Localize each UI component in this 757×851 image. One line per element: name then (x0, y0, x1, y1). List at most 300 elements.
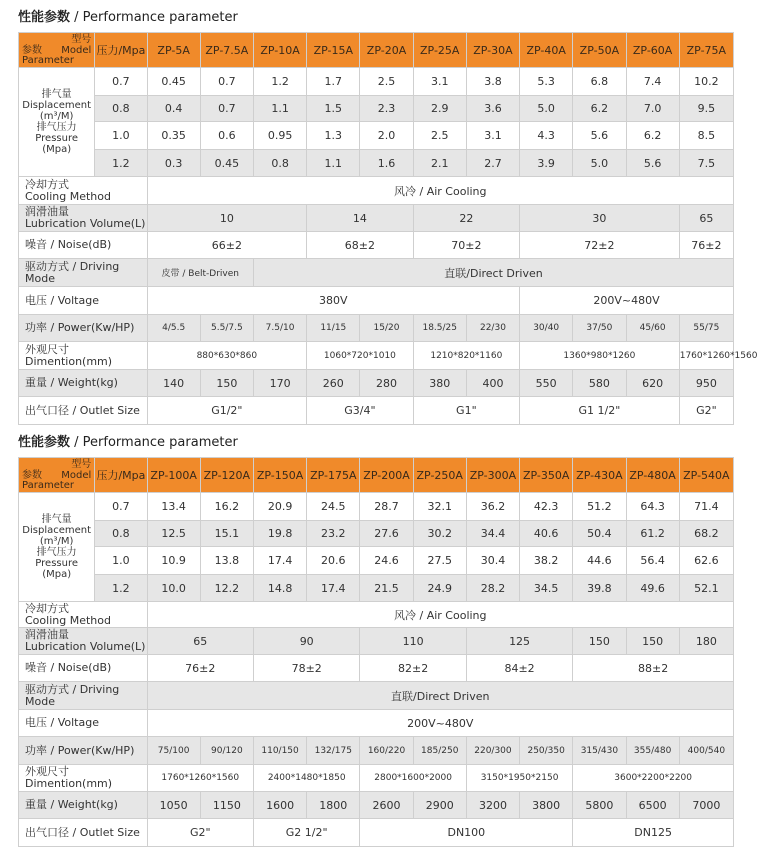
displacement-value: 71.4 (679, 493, 733, 521)
displacement-value: 36.2 (466, 493, 519, 521)
power-value: 15/20 (360, 315, 413, 342)
voltage-value: 200V~480V (520, 287, 734, 315)
lubrication-value: 180 (679, 628, 733, 655)
noise-value: 66±2 (147, 232, 307, 259)
displacement-value: 1.1 (253, 96, 306, 122)
label-line: Displacement (22, 525, 92, 536)
displacement-value: 0.7 (200, 68, 253, 96)
displacement-value: 40.6 (520, 521, 573, 547)
power-value: 400/540 (679, 737, 733, 765)
displacement-value: 5.6 (626, 150, 679, 177)
displacement-value: 51.2 (573, 493, 626, 521)
weight-value: 3800 (520, 792, 573, 819)
pressure-value: 0.8 (95, 96, 147, 122)
model-header: ZP-5A (147, 33, 200, 68)
displacement-row (19, 547, 734, 575)
outlet-value: G1 1/2" (520, 397, 680, 425)
weight-value: 170 (253, 370, 306, 397)
param-zh: 参数 (22, 45, 42, 56)
weight-label: 重量 / Weight(kg) (19, 370, 148, 397)
model-zh: 型号 (71, 459, 92, 470)
weight-label: 重量 / Weight(kg) (19, 792, 148, 819)
noise-label: 噪音 / Noise(dB) (19, 232, 148, 259)
title-zh: 性能参数 (18, 435, 71, 450)
weight-value: 1600 (253, 792, 306, 819)
param-en: Parameter (22, 480, 75, 491)
dimension-value: 1360*980*1260 (520, 342, 680, 370)
displacement-row (19, 122, 734, 150)
displacement-value: 7.5 (679, 150, 733, 177)
lubrication-label (19, 205, 148, 232)
model-header: ZP-40A (520, 33, 573, 68)
weight-value: 150 (200, 370, 253, 397)
drive-label: 驱动方式 / Driving Mode (19, 682, 148, 710)
drive-value: 皮带 / Belt-Driven (147, 259, 253, 287)
drive-value: 直联/Direct Driven (147, 682, 733, 710)
displacement-value: 20.9 (253, 493, 306, 521)
pressure-value: 0.7 (95, 493, 147, 521)
displacement-value: 34.4 (466, 521, 519, 547)
dimension-value: 1760*1260*1560 (147, 765, 253, 792)
label-line: Pressure (35, 558, 78, 569)
displacement-value: 2.5 (360, 68, 413, 96)
header-row (19, 458, 734, 493)
dimension-row (19, 765, 734, 792)
model-header: ZP-200A (360, 458, 413, 493)
weight-value: 3200 (466, 792, 519, 819)
noise-value: 88±2 (573, 655, 734, 682)
power-row (19, 737, 734, 765)
displacement-value: 50.4 (573, 521, 626, 547)
weight-row (19, 370, 734, 397)
power-value: 18.5/25 (413, 315, 466, 342)
model-header: ZP-480A (626, 458, 679, 493)
label-line: 冷却方式 (25, 177, 69, 191)
displacement-value: 10.2 (679, 68, 733, 96)
displacement-value: 52.1 (679, 575, 733, 602)
outlet-value: G2" (147, 819, 253, 847)
label-line: 外观尺寸 (25, 765, 69, 778)
weight-value: 260 (307, 370, 360, 397)
power-value: 355/480 (626, 737, 679, 765)
power-value: 22/30 (466, 315, 519, 342)
displacement-row (19, 150, 734, 177)
model-header: ZP-300A (466, 458, 519, 493)
displacement-value: 2.9 (413, 96, 466, 122)
noise-row (19, 655, 734, 682)
weight-value: 950 (679, 370, 733, 397)
voltage-label: 电压 / Voltage (19, 710, 148, 737)
displacement-value: 4.3 (520, 122, 573, 150)
power-value: 45/60 (626, 315, 679, 342)
label-line: (Mpa) (42, 144, 72, 155)
power-value: 250/350 (520, 737, 573, 765)
lubrication-value: 10 (147, 205, 307, 232)
displacement-value: 7.4 (626, 68, 679, 96)
displacement-value: 12.5 (147, 521, 200, 547)
outlet-value: G2 1/2" (253, 819, 359, 847)
power-value: 220/300 (466, 737, 519, 765)
cooling-value: 风冷 / Air Cooling (147, 602, 733, 628)
power-value: 30/40 (520, 315, 573, 342)
displacement-value: 3.6 (466, 96, 519, 122)
displacement-value: 49.6 (626, 575, 679, 602)
displacement-value: 42.3 (520, 493, 573, 521)
displacement-value: 5.6 (573, 122, 626, 150)
title-en: / Performance parameter (70, 10, 238, 25)
model-header: ZP-350A (520, 458, 573, 493)
displacement-value: 0.3 (147, 150, 200, 177)
displacement-value: 27.5 (413, 547, 466, 575)
section-title (0, 4, 745, 32)
performance-table-2 (18, 457, 734, 847)
displacement-value: 1.2 (253, 68, 306, 96)
weight-value: 7000 (679, 792, 733, 819)
displacement-value: 9.5 (679, 96, 733, 122)
displacement-value: 0.45 (200, 150, 253, 177)
displacement-value: 24.5 (307, 493, 360, 521)
power-value: 5.5/7.5 (200, 315, 253, 342)
pressure-value: 1.2 (95, 575, 147, 602)
power-label: 功率 / Power(Kw/HP) (19, 737, 148, 765)
noise-value: 72±2 (520, 232, 680, 259)
displacement-value: 62.6 (679, 547, 733, 575)
header-row (19, 33, 734, 68)
displacement-value: 0.6 (200, 122, 253, 150)
displacement-value: 44.6 (573, 547, 626, 575)
outlet-label: 出气口径 / Outlet Size (19, 397, 148, 425)
weight-value: 2600 (360, 792, 413, 819)
model-header: ZP-50A (573, 33, 626, 68)
label-line: 冷却方式 (25, 601, 69, 615)
label-line: 润滑油量 (25, 205, 69, 218)
displacement-value: 0.35 (147, 122, 200, 150)
dimension-label (19, 765, 148, 792)
displacement-value: 1.5 (307, 96, 360, 122)
model-header: ZP-30A (466, 33, 519, 68)
label-line: Cooling Method (25, 189, 111, 203)
displacement-label (19, 493, 95, 602)
model-zh: 型号 (71, 34, 92, 45)
cooling-label (19, 602, 148, 628)
displacement-value: 39.8 (573, 575, 626, 602)
model-en: Model (61, 470, 92, 481)
power-value: 160/220 (360, 737, 413, 765)
weight-value: 280 (360, 370, 413, 397)
displacement-value: 38.2 (520, 547, 573, 575)
label-line: 润滑油量 (25, 628, 69, 641)
displacement-value: 3.1 (466, 122, 519, 150)
displacement-value: 17.4 (307, 575, 360, 602)
model-en: Model (61, 45, 92, 56)
performance-table-1 (18, 32, 757, 425)
power-value: 132/175 (307, 737, 360, 765)
displacement-value: 10.9 (147, 547, 200, 575)
outlet-value: G1/2" (147, 397, 307, 425)
weight-value: 5800 (573, 792, 626, 819)
lubrication-value: 65 (147, 628, 253, 655)
displacement-value: 13.4 (147, 493, 200, 521)
noise-value: 82±2 (360, 655, 466, 682)
weight-value: 1150 (200, 792, 253, 819)
pressure-value: 1.2 (95, 150, 147, 177)
power-value: 185/250 (413, 737, 466, 765)
displacement-value: 13.8 (200, 547, 253, 575)
model-header: ZP-540A (679, 458, 733, 493)
displacement-value: 3.9 (520, 150, 573, 177)
displacement-value: 8.5 (679, 122, 733, 150)
displacement-value: 3.8 (466, 68, 519, 96)
noise-value: 76±2 (679, 232, 733, 259)
weight-row (19, 792, 734, 819)
lubrication-row (19, 205, 734, 232)
label-line: Lubrication Volume(L) (25, 640, 146, 653)
displacement-value: 56.4 (626, 547, 679, 575)
displacement-value: 0.45 (147, 68, 200, 96)
outlet-row (19, 397, 734, 425)
performance-section-1 (0, 0, 757, 425)
displacement-row (19, 493, 734, 521)
displacement-value: 6.8 (573, 68, 626, 96)
cooling-row (19, 177, 734, 205)
displacement-value: 3.1 (413, 68, 466, 96)
displacement-row (19, 68, 734, 96)
dimension-value: 2400*1480*1850 (253, 765, 359, 792)
weight-value: 2900 (413, 792, 466, 819)
drive-label: 驱动方式 / Driving Mode (19, 259, 148, 287)
noise-value: 68±2 (307, 232, 413, 259)
displacement-value: 1.1 (307, 150, 360, 177)
voltage-value: 380V (147, 287, 520, 315)
dimension-value: 1060*720*1010 (307, 342, 413, 370)
label-line: Dimention(mm) (25, 777, 113, 790)
weight-value: 380 (413, 370, 466, 397)
dimension-value: 1210*820*1160 (413, 342, 519, 370)
displacement-value: 1.7 (307, 68, 360, 96)
cooling-label (19, 177, 148, 205)
label-line: Dimention(mm) (25, 354, 113, 368)
label-line: Cooling Method (25, 613, 111, 627)
outlet-value: G2" (679, 397, 733, 425)
section-title (0, 429, 745, 457)
displacement-value: 10.0 (147, 575, 200, 602)
model-header: ZP-60A (626, 33, 679, 68)
displacement-value: 12.2 (200, 575, 253, 602)
displacement-value: 27.6 (360, 521, 413, 547)
pressure-column-header: 压力/Mpa (95, 458, 147, 493)
outlet-label: 出气口径 / Outlet Size (19, 819, 148, 847)
displacement-value: 14.8 (253, 575, 306, 602)
model-header: ZP-150A (253, 458, 306, 493)
displacement-value: 17.4 (253, 547, 306, 575)
power-value: 90/120 (200, 737, 253, 765)
power-value: 4/5.5 (147, 315, 200, 342)
power-value: 75/100 (147, 737, 200, 765)
displacement-value: 23.2 (307, 521, 360, 547)
noise-value: 84±2 (466, 655, 572, 682)
model-header: ZP-250A (413, 458, 466, 493)
displacement-value: 20.6 (307, 547, 360, 575)
pressure-value: 0.8 (95, 521, 147, 547)
param-zh: 参数 (22, 470, 42, 481)
outlet-value: DN100 (360, 819, 573, 847)
displacement-value: 0.95 (253, 122, 306, 150)
displacement-value: 24.6 (360, 547, 413, 575)
displacement-value: 1.6 (360, 150, 413, 177)
model-header: ZP-20A (360, 33, 413, 68)
noise-row (19, 232, 734, 259)
displacement-value: 2.1 (413, 150, 466, 177)
weight-value: 140 (147, 370, 200, 397)
displacement-value: 61.2 (626, 521, 679, 547)
noise-value: 76±2 (147, 655, 253, 682)
lubrication-value: 30 (520, 205, 680, 232)
displacement-row (19, 96, 734, 122)
dimension-value: 880*630*860 (147, 342, 307, 370)
displacement-value: 0.7 (200, 96, 253, 122)
outlet-value: G1" (413, 397, 519, 425)
displacement-value: 6.2 (626, 122, 679, 150)
weight-value: 400 (466, 370, 519, 397)
displacement-value: 64.3 (626, 493, 679, 521)
noise-value: 70±2 (413, 232, 519, 259)
param-en: Parameter (22, 55, 75, 66)
lubrication-value: 125 (466, 628, 572, 655)
displacement-value: 68.2 (679, 521, 733, 547)
pressure-value: 0.7 (95, 68, 147, 96)
power-value: 11/15 (307, 315, 360, 342)
displacement-value: 2.5 (413, 122, 466, 150)
title-zh: 性能参数 (18, 10, 71, 25)
displacement-value: 5.0 (520, 96, 573, 122)
model-header: ZP-430A (573, 458, 626, 493)
model-header: ZP-25A (413, 33, 466, 68)
label-line: Lubrication Volume(L) (25, 217, 146, 230)
voltage-value: 200V~480V (147, 710, 733, 737)
displacement-value: 21.5 (360, 575, 413, 602)
displacement-value: 2.7 (466, 150, 519, 177)
displacement-value: 6.2 (573, 96, 626, 122)
label-line: 外观尺寸 (25, 342, 69, 356)
drive-value: 直联/Direct Driven (253, 259, 733, 287)
displacement-value: 30.4 (466, 547, 519, 575)
displacement-value: 28.2 (466, 575, 519, 602)
outlet-row (19, 819, 734, 847)
model-header: ZP-75A (679, 33, 733, 68)
weight-value: 6500 (626, 792, 679, 819)
power-value: 7.5/10 (253, 315, 306, 342)
outlet-value: DN125 (573, 819, 734, 847)
displacement-value: 32.1 (413, 493, 466, 521)
noise-value: 78±2 (253, 655, 359, 682)
dimension-value: 3150*1950*2150 (466, 765, 572, 792)
label-line: (Mpa) (42, 569, 72, 580)
performance-section-2 (0, 425, 745, 847)
displacement-value: 30.2 (413, 521, 466, 547)
cooling-value: 风冷 / Air Cooling (147, 177, 733, 205)
dimension-value: 2800*1600*2000 (360, 765, 466, 792)
displacement-row (19, 575, 734, 602)
power-value: 110/150 (253, 737, 306, 765)
displacement-value: 28.7 (360, 493, 413, 521)
weight-value: 550 (520, 370, 573, 397)
dimension-value: 3600*2200*2200 (573, 765, 734, 792)
lubrication-value: 22 (413, 205, 519, 232)
displacement-row (19, 521, 734, 547)
weight-value: 620 (626, 370, 679, 397)
displacement-value: 0.4 (147, 96, 200, 122)
pressure-column-header: 压力/Mpa (95, 33, 147, 68)
dimension-row (19, 342, 734, 370)
lubrication-value: 90 (253, 628, 359, 655)
displacement-value: 0.8 (253, 150, 306, 177)
displacement-value: 34.5 (520, 575, 573, 602)
power-value: 315/430 (573, 737, 626, 765)
power-value: 37/50 (573, 315, 626, 342)
model-header: ZP-15A (307, 33, 360, 68)
displacement-value: 19.8 (253, 521, 306, 547)
lubrication-value: 65 (679, 205, 733, 232)
lubrication-value: 110 (360, 628, 466, 655)
displacement-value: 15.1 (200, 521, 253, 547)
noise-label: 噪音 / Noise(dB) (19, 655, 148, 682)
label-line: Displacement (22, 100, 92, 111)
lubrication-row (19, 628, 734, 655)
outlet-value: G3/4" (307, 397, 413, 425)
power-row (19, 315, 734, 342)
pressure-value: 1.0 (95, 122, 147, 150)
voltage-row (19, 710, 734, 737)
pressure-value: 1.0 (95, 547, 147, 575)
label-line: (m³/M) (39, 536, 74, 547)
model-header: ZP-7.5A (200, 33, 253, 68)
displacement-value: 2.0 (360, 122, 413, 150)
model-header: ZP-120A (200, 458, 253, 493)
lubrication-value: 14 (307, 205, 413, 232)
label-line: 排气压力 (36, 547, 77, 558)
displacement-label (19, 68, 95, 177)
param-model-cell (19, 33, 95, 68)
model-header: ZP-175A (307, 458, 360, 493)
displacement-value: 1.3 (307, 122, 360, 150)
label-line: Pressure (35, 133, 78, 144)
drive-row (19, 682, 734, 710)
displacement-value: 16.2 (200, 493, 253, 521)
lubrication-value: 150 (626, 628, 679, 655)
displacement-value: 7.0 (626, 96, 679, 122)
weight-value: 1800 (307, 792, 360, 819)
displacement-value: 5.3 (520, 68, 573, 96)
cooling-row (19, 602, 734, 628)
weight-value: 1050 (147, 792, 200, 819)
voltage-row (19, 287, 734, 315)
displacement-value: 24.9 (413, 575, 466, 602)
model-header: ZP-10A (253, 33, 306, 68)
dimension-value: 1760*1260*1560 (679, 342, 733, 370)
power-label: 功率 / Power(Kw/HP) (19, 315, 148, 342)
lubrication-value: 150 (573, 628, 626, 655)
label-line: 排气量 (41, 514, 72, 525)
power-value: 55/75 (679, 315, 733, 342)
weight-value: 580 (573, 370, 626, 397)
lubrication-label (19, 628, 148, 655)
label-line: 排气压力 (36, 122, 77, 133)
displacement-value: 2.3 (360, 96, 413, 122)
voltage-label: 电压 / Voltage (19, 287, 148, 315)
model-header: ZP-100A (147, 458, 200, 493)
param-model-cell (19, 458, 95, 493)
dimension-label (19, 342, 148, 370)
